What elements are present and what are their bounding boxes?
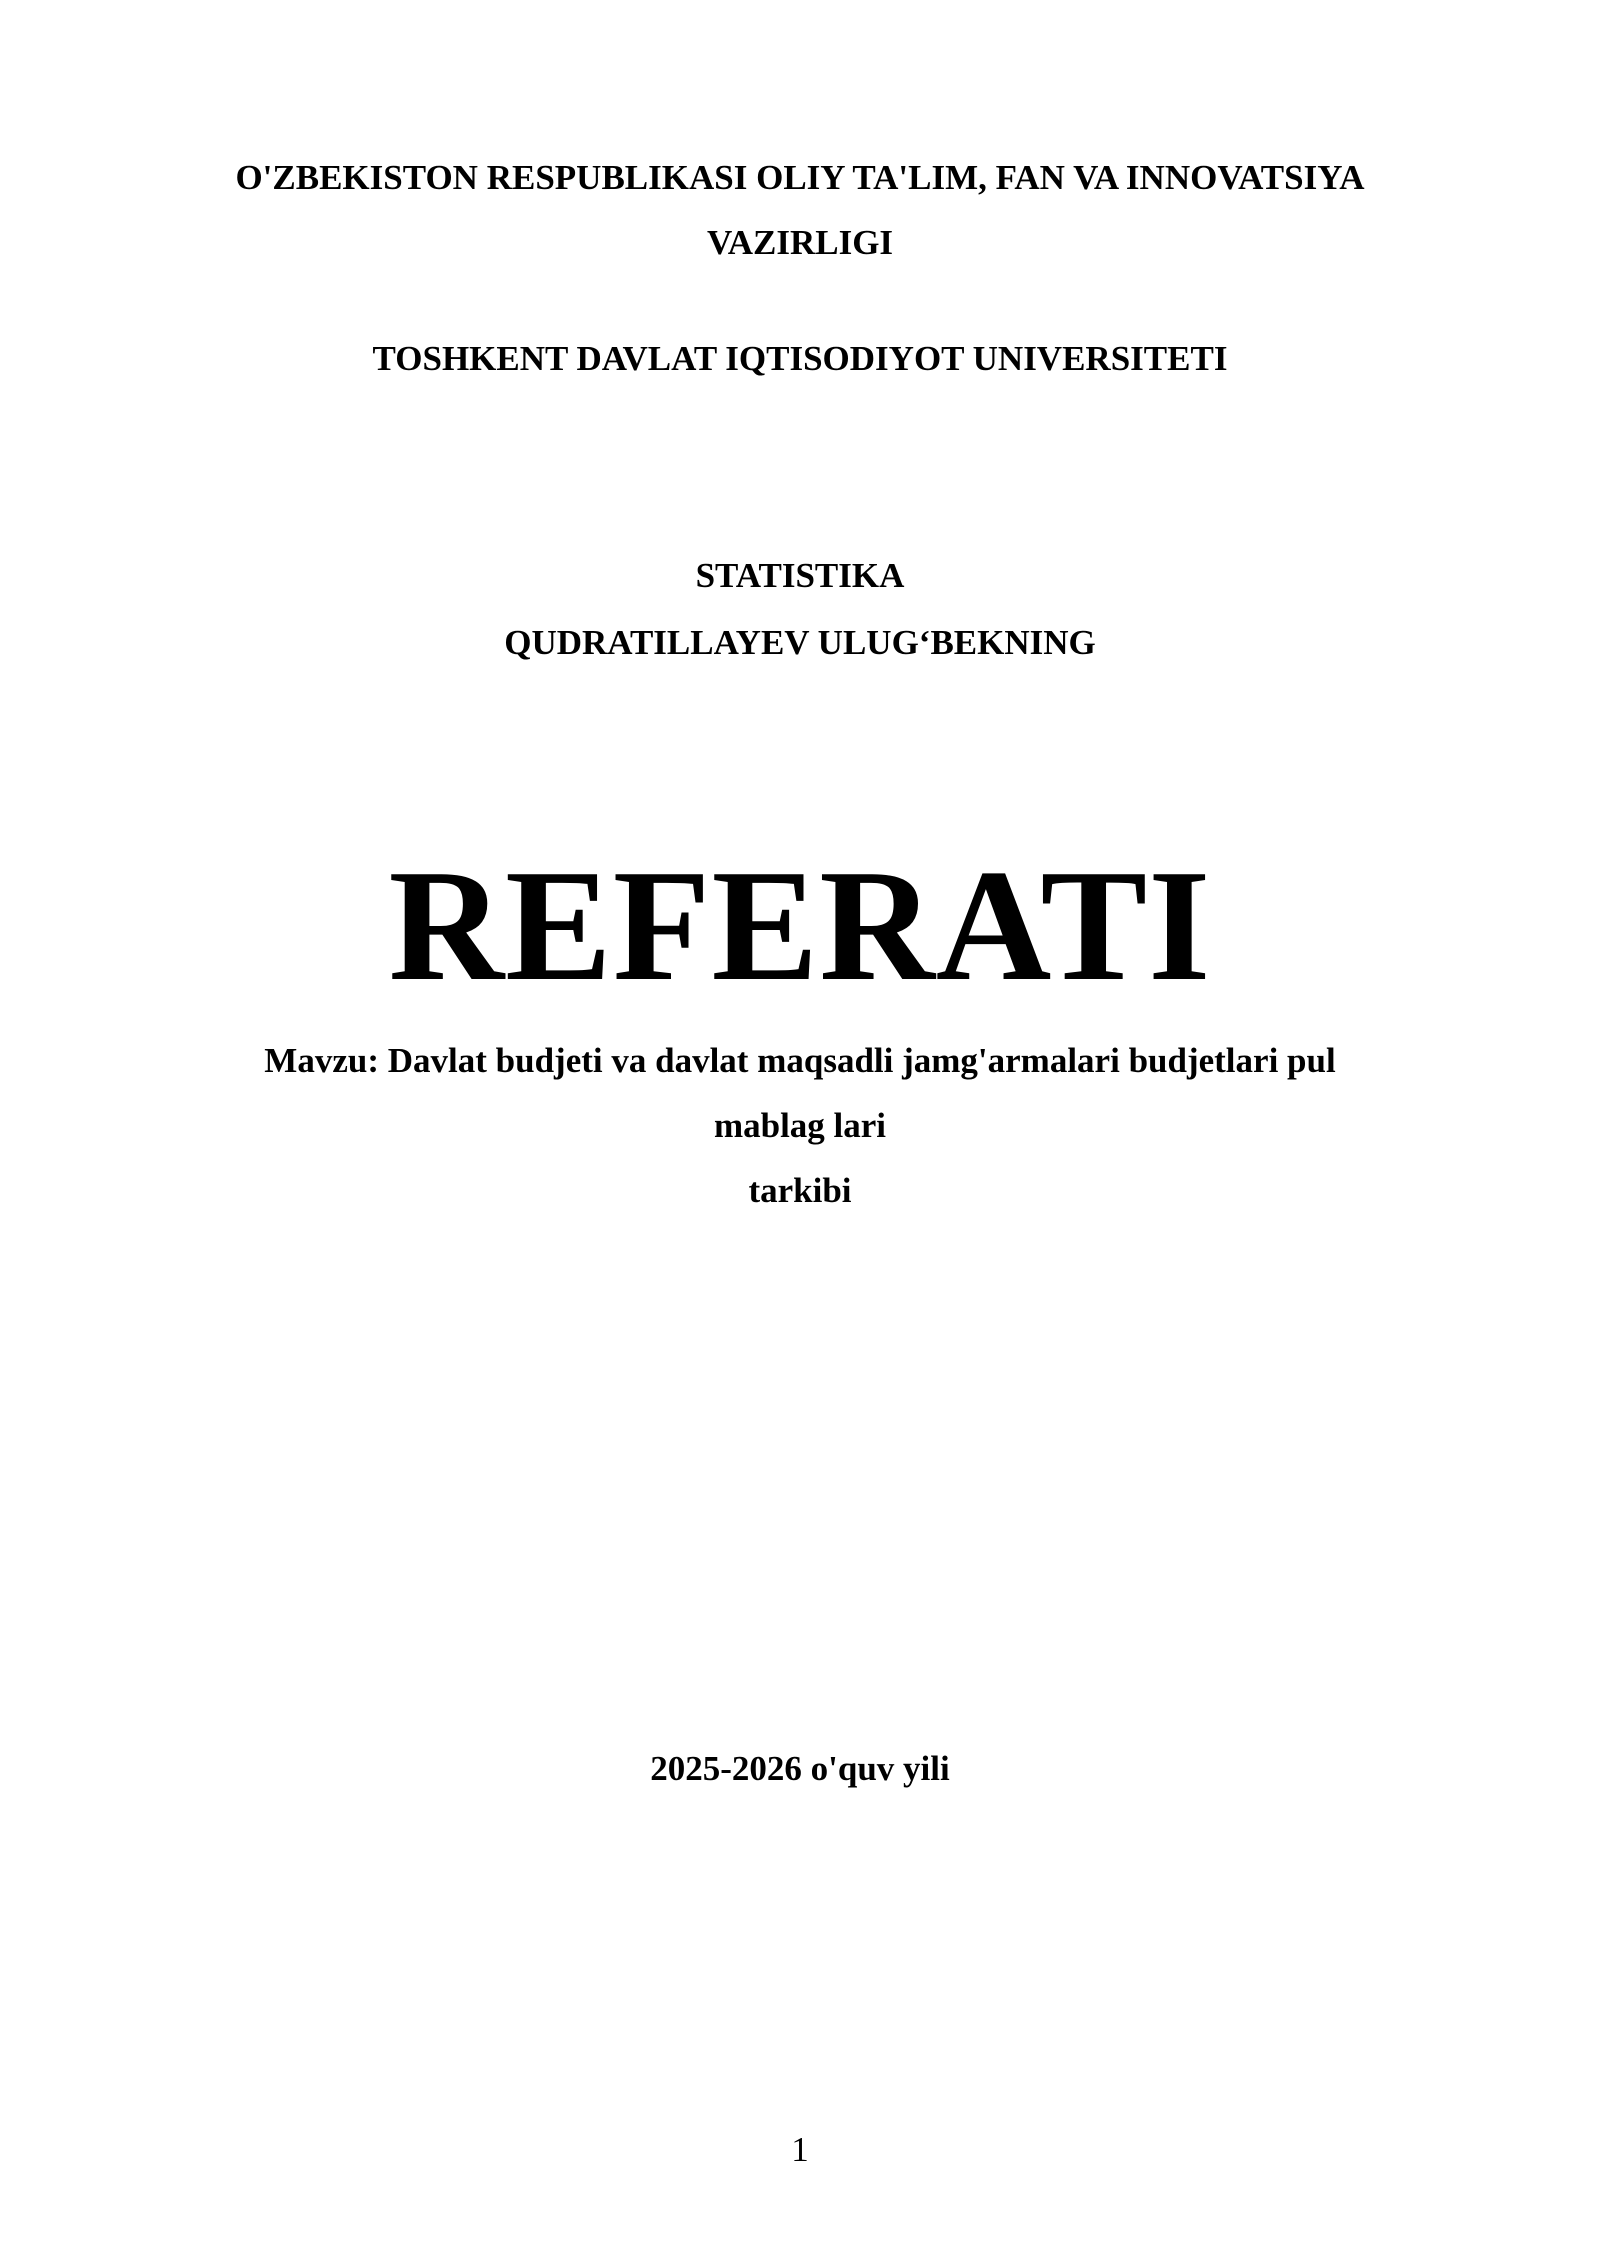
- university-name: TOSHKENT DAVLAT IQTISODIYOT UNIVERSITETI: [372, 339, 1228, 378]
- subject-name: STATISTIKA: [695, 556, 905, 595]
- ministry-name-line-2: VAZIRLIGI: [706, 223, 894, 262]
- document-title: REFERATI: [388, 836, 1212, 1014]
- topic-line-2: mablag lari: [713, 1106, 887, 1145]
- topic-line-3: tarkibi: [748, 1171, 852, 1210]
- topic-line-1: Mavzu: Davlat budjeti va davlat maqsadli jamg'armalari budjetlari pul: [264, 1041, 1336, 1080]
- academic-year: 2025-2026 o'quv yili: [650, 1749, 950, 1788]
- page-number: 1: [791, 2130, 809, 2169]
- ministry-name-line-1: O'ZBEKISTON RESPUBLIKASI OLIY TA'LIM, FAN VA INNOVATSIYA: [235, 158, 1365, 197]
- author-name: QUDRATILLAYEV ULUG‘BEKNING: [504, 623, 1096, 662]
